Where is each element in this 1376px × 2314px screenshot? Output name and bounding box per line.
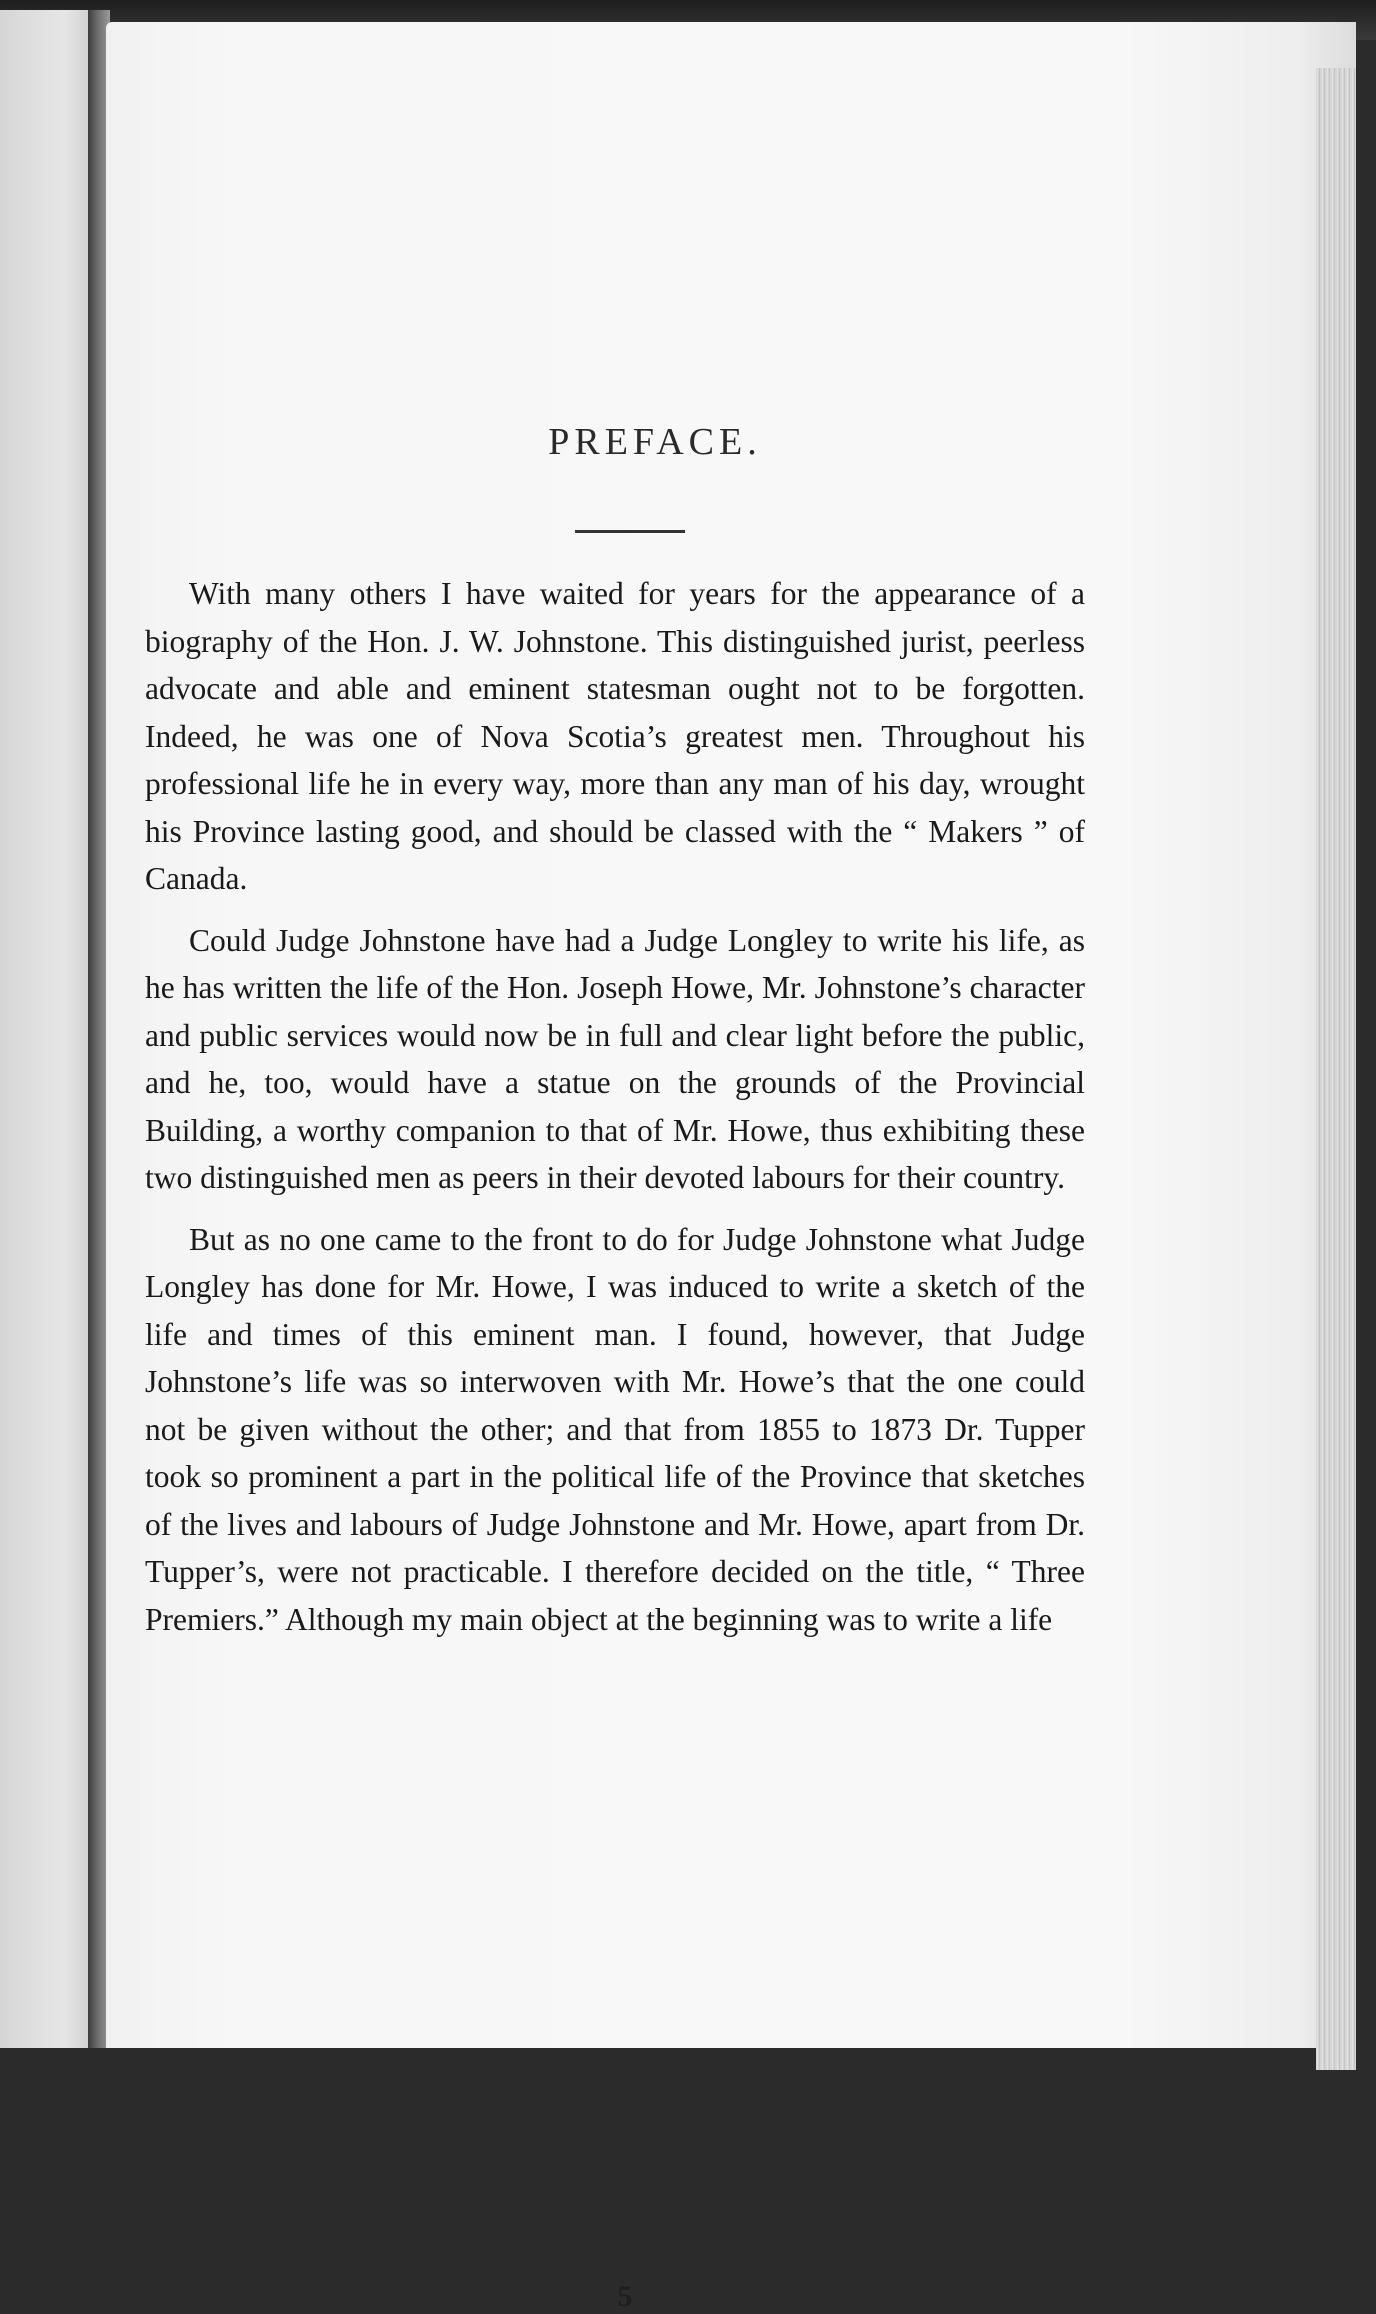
page-title: PREFACE.: [548, 421, 762, 463]
facing-page-edge: [0, 10, 92, 2048]
preface-body: [145, 570, 1085, 1657]
paragraph-3: But as no one came to the front to do for Judge Johnstone what Judge Longley has done for Mr. Howe, I was induced to write a sketch of the life and times of this eminent man. I found, however, that Judge Johnstone’s life was so interwoven with Mr. Howe’s that the one could not be given without the other; and that from 1855 to 1873 Dr. Tupper took so prominent a part in the political life of the Province that sketches of the lives and labours of Judge Johnstone and Mr. Howe, apart from Dr. Tupper’s, were not practicable. I therefore decided on the title, “ Three Premiers.” Although my main object at the beginning was to write a life: [145, 1221, 1085, 1637]
paragraph-1: With many others I have waited for years for the appearance of a biography of the Hon. J. W. Johnstone. This distinguished jurist, peerless advocate and able and eminent statesman ought not to be forgotten. Indeed, he was one of Nova Scotia’s greatest men. Throughout his professional life he in every way, more than any man of his day, wrought his Province lasting good, and should be classed with the “ Makers ” of Canada.: [145, 576, 1085, 896]
page-number: 5: [617, 2280, 633, 2313]
page-stack-edge: [1316, 68, 1356, 2070]
title-rule: [575, 530, 685, 533]
paragraph-2: Could Judge Johnstone have had a Judge Longley to write his life, as he has written the life of the Hon. Joseph Howe, Mr. Johnstone’s character and public services would now be in full and clear light before the public, and he, too, would have a statue on the grounds of the Provincial Building, a worthy companion to that of Mr. Howe, thus exhibiting these two distinguished men as peers in their devoted labours for their country.: [145, 922, 1085, 1195]
